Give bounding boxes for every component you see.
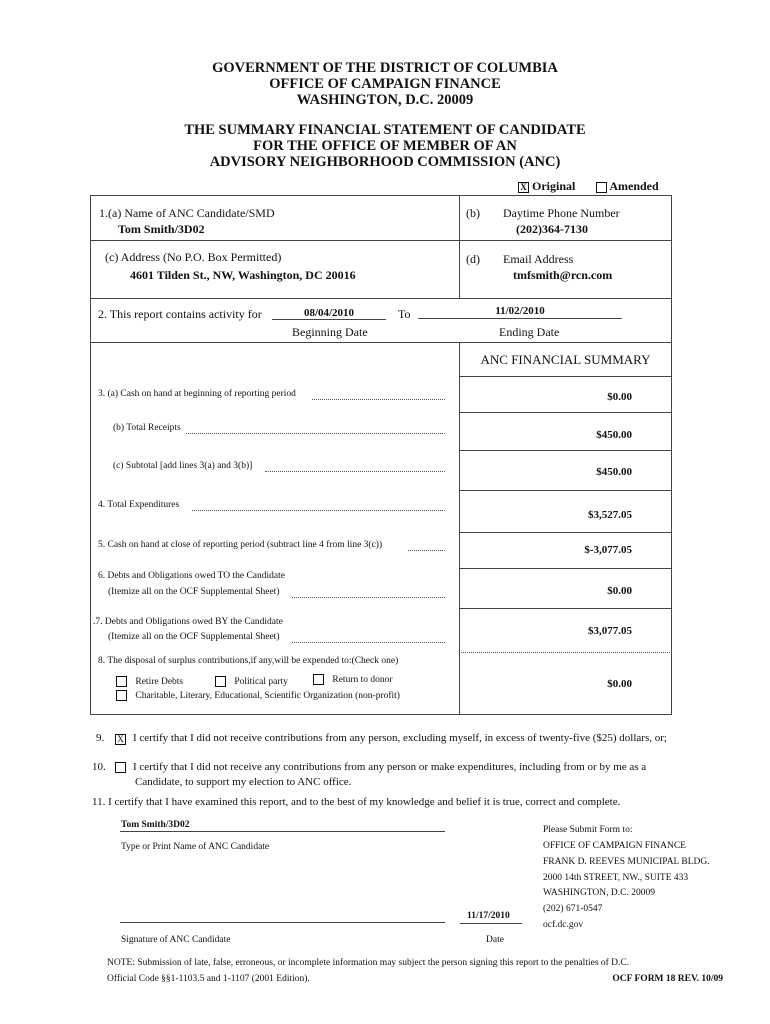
submit-line3: FRANK D. REEVES MUNICIPAL BLDG.: [543, 857, 710, 867]
title-line1: THE SUMMARY FINANCIAL STATEMENT OF CANDIDATE: [184, 122, 586, 138]
phone-value[interactable]: (202)364-7130: [516, 222, 588, 236]
cert10-checkbox[interactable]: [115, 762, 126, 773]
header-line3: WASHINGTON, D.C. 20009: [296, 92, 474, 108]
party-label: Political party: [234, 676, 288, 687]
cert10-text-line2: Candidate, to support my election to ANC office.: [135, 776, 352, 788]
donor-label: Return to donor: [332, 674, 393, 685]
printed-name-value[interactable]: Tom Smith/3D02: [121, 820, 190, 830]
phone-label: Daytime Phone Number: [503, 206, 620, 220]
amended-checkbox[interactable]: [596, 182, 607, 193]
email-prefix: (d): [466, 252, 480, 266]
date-value[interactable]: 11/17/2010: [467, 911, 510, 921]
cert10-number: 10.: [92, 761, 106, 773]
date-caption: Date: [486, 935, 504, 945]
line7-note: (Itemize all on the OCF Supplemental Sheet): [108, 632, 280, 642]
line3b-label: (b) Total Receipts: [113, 423, 181, 433]
signature-caption: Signature of ANC Candidate: [121, 935, 231, 945]
submit-line5: WASHINGTON, D.C. 20009: [543, 888, 655, 898]
opt-retire[interactable]: [116, 676, 183, 687]
address-label: (c) Address (No P.O. Box Permitted): [105, 250, 282, 264]
address-value[interactable]: 4601 Tilden St., NW, Washington, DC 20016: [130, 268, 356, 282]
line5-value[interactable]: $-3,077.05: [584, 544, 632, 556]
line5-label: 5. Cash on hand at close of reporting period (subtract line 4 from line 3(c)): [98, 540, 383, 550]
line3a-label: 3. (a) Cash on hand at beginning of reporting period: [98, 389, 296, 399]
line8-value[interactable]: $0.00: [607, 678, 632, 690]
line3c-label: (c) Subtotal [add lines 3(a) and 3(b)]: [113, 461, 253, 471]
printed-name-caption: Type or Print Name of ANC Candidate: [121, 842, 270, 852]
line6-value[interactable]: $0.00: [607, 585, 632, 597]
opt-party[interactable]: [215, 676, 288, 687]
line8-label: 8. The disposal of surplus contributions,if any,will be expended to:(Check one): [98, 656, 399, 666]
line7-label: .7. Debts and Obligations owed BY the Candidate: [93, 617, 283, 627]
original-label: Original: [532, 179, 576, 193]
amended-option[interactable]: [596, 179, 659, 194]
footer-note: NOTE: Submission of late, false, erroneous, or incomplete information may subject the person signing this report to the penalties of D.C.: [107, 958, 630, 968]
line3a-value[interactable]: $0.00: [607, 391, 632, 403]
line6-label: 6. Debts and Obligations owed TO the Candidate: [98, 571, 285, 581]
submit-line2: OFFICE OF CAMPAIGN FINANCE: [543, 841, 686, 851]
submit-line1: Please Submit Form to:: [543, 825, 633, 835]
amended-label: Amended: [609, 179, 659, 193]
title-line2: FOR THE OFFICE OF MEMBER OF AN: [253, 138, 517, 154]
begin-date-value[interactable]: 08/04/2010: [303, 307, 355, 319]
header-line2: OFFICE OF CAMPAIGN FINANCE: [269, 76, 501, 92]
end-date-caption: Ending Date: [499, 325, 560, 339]
submit-line4: 2000 14th STREET, NW., SUITE 433: [543, 873, 689, 883]
retire-label: Retire Debts: [135, 676, 184, 687]
email-label: Email Address: [503, 252, 574, 266]
submit-line7: ocf.dc.gov: [543, 920, 584, 930]
period-label: 2. This report contains activity for: [98, 307, 262, 321]
cert9-number: 9.: [96, 732, 105, 744]
summary-heading: ANC FINANCIAL SUMMARY: [480, 352, 651, 367]
opt-charity[interactable]: [116, 690, 400, 701]
retire-checkbox[interactable]: [116, 676, 127, 687]
phone-prefix: (b): [466, 206, 480, 220]
submit-line6: (202) 671-0547: [543, 904, 603, 914]
line6-note: (Itemize all on the OCF Supplemental Sheet): [108, 587, 280, 597]
cert10-text-line1: I certify that I did not receive any contributions from any person or make expenditures, including from or by me as a: [133, 761, 647, 773]
opt-donor[interactable]: [313, 674, 393, 685]
party-checkbox[interactable]: [215, 676, 226, 687]
charity-checkbox[interactable]: [116, 690, 127, 701]
header-line1: GOVERNMENT OF THE DISTRICT OF COLUMBIA: [212, 60, 558, 76]
line3b-value[interactable]: $450.00: [596, 429, 632, 441]
line7-value[interactable]: $3,077.05: [588, 625, 632, 637]
line4-label: 4. Total Expenditures: [98, 500, 180, 510]
begin-date-caption: Beginning Date: [292, 325, 368, 339]
line4-value[interactable]: $3,527.05: [588, 509, 632, 521]
email-value[interactable]: tmfsmith@rcn.com: [513, 268, 613, 282]
candidate-name-label: 1.(a) Name of ANC Candidate/SMD: [99, 206, 275, 220]
footer-form-number: OCF FORM 18 REV. 10/09: [612, 974, 723, 984]
cert9-checkbox[interactable]: X: [115, 734, 126, 745]
line3c-value[interactable]: $450.00: [596, 466, 632, 478]
charity-label: Charitable, Literary, Educational, Scientific Organization (non-profit): [135, 690, 400, 701]
donor-checkbox[interactable]: [313, 674, 324, 685]
end-date-value[interactable]: 11/02/2010: [495, 305, 545, 317]
footer-code: Official Code §§1-1103.5 and 1-1107 (2001 Edition).: [107, 974, 310, 984]
title-line3: ADVISORY NEIGHBORHOOD COMMISSION (ANC): [209, 154, 561, 170]
cert9-text: I certify that I did not receive contributions from any person, excluding myself, in excess of twenty-five ($25) dollars, or;: [133, 732, 667, 744]
period-to: To: [398, 307, 411, 321]
original-option[interactable]: [518, 179, 575, 194]
cert11-text: 11. I certify that I have examined this report, and to the best of my knowledge and belief it is true, correct and complete.: [92, 796, 621, 808]
original-checkbox[interactable]: X: [518, 182, 529, 193]
signature-line[interactable]: [120, 922, 445, 923]
candidate-name-value[interactable]: Tom Smith/3D02: [118, 222, 205, 236]
